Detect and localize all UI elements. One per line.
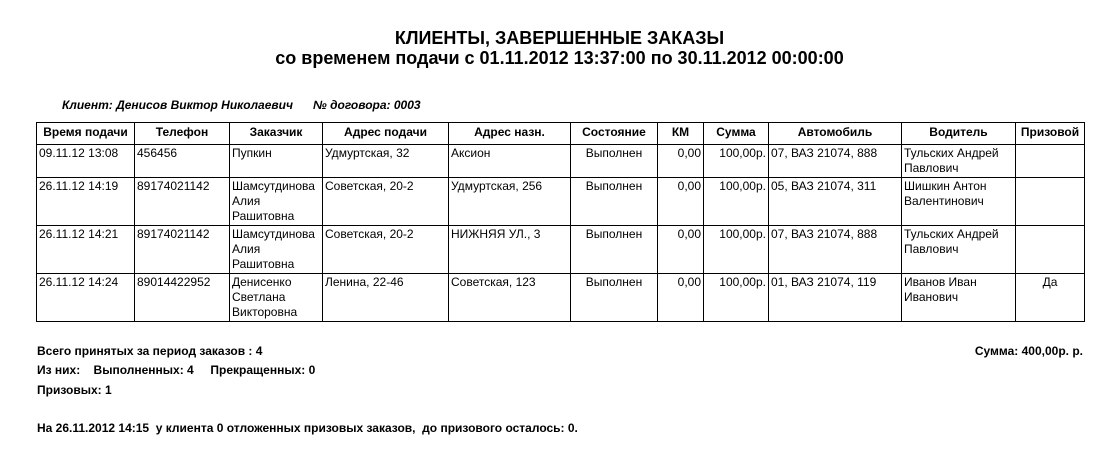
cell-car: 05, ВАЗ 21074, 311	[769, 178, 902, 226]
cell-customer: Шамсутдинова Алия Рашитовна	[230, 226, 323, 274]
col-header-status: Состояние	[571, 123, 658, 145]
cell-time: 26.11.12 14:19	[37, 178, 135, 226]
cell-prize	[1016, 145, 1085, 178]
cell-destination: Советская, 123	[449, 274, 571, 322]
orders-table	[36, 122, 1085, 322]
col-header-destination: Адрес назн.	[449, 123, 571, 145]
table-row	[37, 178, 1085, 226]
table-row	[37, 274, 1085, 322]
summary-amount: Сумма: 400,00р. р.	[974, 344, 1083, 358]
summary-note: На 26.11.2012 14:15 у клиента 0 отложенных призовых заказов, до призового осталось: 0.	[37, 421, 578, 435]
cell-amount: 100,00р.	[704, 178, 769, 226]
cell-destination: Удмуртская, 256	[449, 178, 571, 226]
cell-km: 0,00	[658, 274, 704, 322]
cell-status: Выполнен	[571, 226, 658, 274]
cell-driver: Тульских Андрей Павлович	[902, 145, 1016, 178]
cell-time: 09.11.12 13:08	[37, 145, 135, 178]
summary-breakdown: Из них: Выполненных: 4 Прекращенных: 0	[37, 363, 316, 377]
report-title: КЛИЕНТЫ, ЗАВЕРШЕННЫЕ ЗАКАЗЫ	[394, 28, 725, 48]
contract-number: № договора: 0003	[312, 98, 421, 112]
client-name: Клиент: Денисов Виктор Николаевич	[62, 98, 293, 112]
cell-destination: НИЖНЯЯ УЛ., 3	[449, 226, 571, 274]
cell-pickup-address: Советская, 20-2	[323, 226, 449, 274]
client-info	[62, 98, 441, 112]
cell-status: Выполнен	[571, 178, 658, 226]
cell-phone: 456456	[135, 145, 230, 178]
cell-prize	[1016, 226, 1085, 274]
cell-customer: Пупкин	[230, 145, 323, 178]
cell-time: 26.11.12 14:24	[37, 274, 135, 322]
report-subtitle: со временем подачи с 01.11.2012 13:37:00 по 30.11.2012 00:00:00	[275, 48, 844, 68]
col-header-car: Автомобиль	[769, 123, 902, 145]
col-header-time: Время подачи	[37, 123, 135, 145]
col-header-prize: Призовой	[1016, 123, 1085, 145]
cell-amount: 100,00р.	[704, 274, 769, 322]
cell-status: Выполнен	[571, 145, 658, 178]
cell-km: 0,00	[658, 178, 704, 226]
cell-driver: Тульских Андрей Павлович	[902, 226, 1016, 274]
cell-phone: 89014422952	[135, 274, 230, 322]
cell-driver: Шишкин Антон Валентинович	[902, 178, 1016, 226]
cell-phone: 89174021142	[135, 178, 230, 226]
cell-time: 26.11.12 14:21	[37, 226, 135, 274]
cell-prize	[1016, 178, 1085, 226]
cell-destination: Аксион	[449, 145, 571, 178]
cell-driver: Иванов Иван Иванович	[902, 274, 1016, 322]
table-header-row	[37, 123, 1085, 145]
cell-pickup-address: Ленина, 22-46	[323, 274, 449, 322]
cell-car: 01, ВАЗ 21074, 119	[769, 274, 902, 322]
cell-amount: 100,00р.	[704, 226, 769, 274]
cell-km: 0,00	[658, 226, 704, 274]
col-header-driver: Водитель	[902, 123, 1016, 145]
cell-customer: Денисенко Светлана Викторовна	[230, 274, 323, 322]
cell-car: 07, ВАЗ 21074, 888	[769, 226, 902, 274]
col-header-km: КМ	[658, 123, 704, 145]
cell-car: 07, ВАЗ 21074, 888	[769, 145, 902, 178]
summary-prize: Призовых: 1	[37, 383, 112, 397]
cell-km: 0,00	[658, 145, 704, 178]
col-header-pickup-address: Адрес подачи	[323, 123, 449, 145]
cell-pickup-address: Советская, 20-2	[323, 178, 449, 226]
cell-status: Выполнен	[571, 274, 658, 322]
cell-amount: 100,00р.	[704, 145, 769, 178]
col-header-customer: Заказчик	[230, 123, 323, 145]
cell-phone: 89174021142	[135, 226, 230, 274]
cell-customer: Шамсутдинова Алия Рашитовна	[230, 178, 323, 226]
col-header-phone: Телефон	[135, 123, 230, 145]
summary-total: Всего принятых за период заказов : 4	[37, 344, 263, 358]
table-row	[37, 145, 1085, 178]
cell-prize: Да	[1016, 274, 1085, 322]
col-header-amount: Сумма	[704, 123, 769, 145]
cell-pickup-address: Удмуртская, 32	[323, 145, 449, 178]
table-row	[37, 226, 1085, 274]
